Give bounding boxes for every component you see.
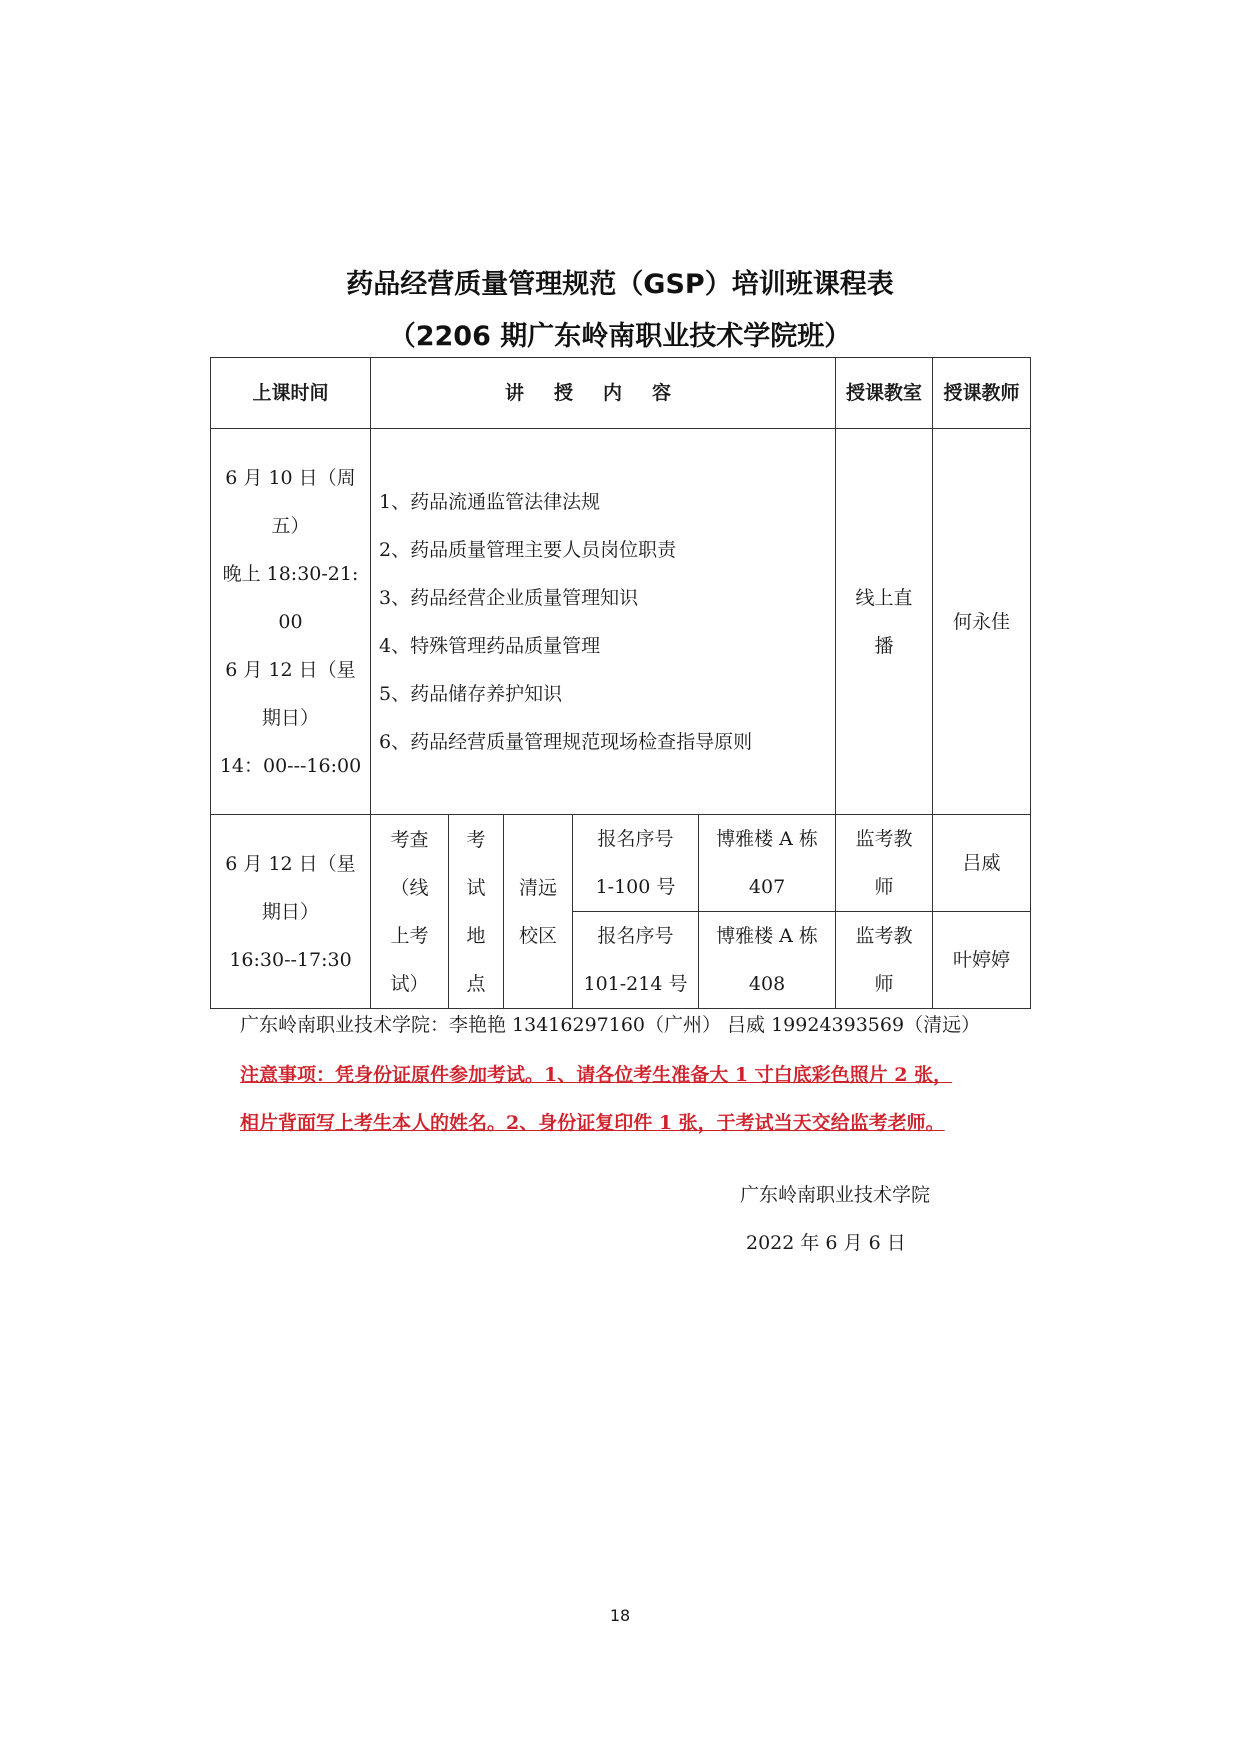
content-item: 4、特殊管理药品质量管理 (379, 634, 601, 657)
exam-type-line: （线 (390, 876, 429, 899)
exam-role-cell (836, 912, 933, 1009)
header-teacher: 授课教师 (933, 358, 1031, 429)
table-row-session (211, 429, 1031, 815)
session-content-cell (371, 429, 836, 815)
table-header-row (211, 358, 1031, 429)
session-time-line: 14：00---16:00 (219, 754, 362, 777)
exam-building-cell (699, 815, 836, 912)
notice-line: 相片背面写上考生本人的姓名。2、身份证复印件 1 张，于考试当天交给监考老师。 (240, 1112, 945, 1134)
exam-building-line: 博雅楼 A 栋 (716, 925, 818, 947)
exam-type-line: 试） (390, 972, 429, 995)
exam-building-line: 408 (748, 973, 786, 995)
document-subtitle: （2206 期广东岭南职业技术学院班） (388, 321, 852, 352)
header-room: 授课教室 (836, 358, 933, 429)
document-title: 药品经营质量管理规范（GSP）培训班课程表 (346, 269, 894, 300)
header-content: 讲授内容 (371, 358, 836, 429)
session-time-line: 6 月 12 日（星 (225, 658, 356, 681)
session-time-line: 五） (271, 514, 310, 537)
exam-campus-line: 校区 (518, 924, 557, 947)
content-item: 5、药品储存养护知识 (379, 682, 563, 705)
exam-range-line: 报名序号 (597, 828, 674, 850)
content-item: 6、药品经营质量管理规范现场检查指导原则 (379, 730, 753, 753)
session-room-cell (836, 429, 933, 815)
exam-teacher-cell: 吕威 (933, 815, 1031, 912)
exam-building-cell (699, 912, 836, 1009)
session-time-cell (211, 429, 371, 815)
exam-location-label-line: 点 (466, 972, 486, 995)
course-schedule-table (210, 357, 1031, 1009)
content-item: 1、药品流通监管法律法规 (379, 490, 601, 513)
page-number: 18 (609, 1606, 631, 1625)
exam-range-line: 101-214 号 (583, 973, 688, 995)
exam-type-line: 考查 (390, 828, 429, 851)
session-time-line: 00 (278, 610, 303, 633)
signature-date: 2022 年 6 月 6 日 (746, 1232, 906, 1254)
exam-role-line: 师 (874, 973, 894, 995)
exam-building-line: 博雅楼 A 栋 (716, 828, 818, 850)
session-time-line: 6 月 10 日（周 (225, 466, 356, 489)
exam-location-label-cell (449, 815, 504, 1009)
exam-type-line: 上考 (390, 924, 429, 947)
session-teacher-cell: 何永佳 (933, 429, 1031, 815)
exam-time-cell (211, 815, 371, 1009)
session-time-line: 晚上 18:30-21: (222, 562, 359, 585)
signature-organization: 广东岭南职业技术学院 (740, 1184, 931, 1206)
exam-time-line: 6 月 12 日（星 (225, 852, 356, 875)
exam-role-line: 师 (874, 876, 894, 898)
exam-range-line: 报名序号 (597, 925, 674, 947)
exam-location-label-line: 试 (466, 876, 486, 899)
exam-location-label-line: 考 (466, 828, 486, 851)
exam-building-line: 407 (748, 876, 786, 898)
session-time-line: 期日） (261, 706, 319, 729)
exam-campus-line: 清远 (518, 876, 557, 899)
contact-line: 广东岭南职业技术学院：李艳艳 13416297160（广州） 吕威 19924393569（清远） (240, 1014, 981, 1036)
table-row-exam-1 (211, 815, 1031, 912)
exam-campus-cell (504, 815, 573, 1009)
exam-role-line: 监考教 (855, 925, 913, 947)
exam-range-line: 1-100 号 (595, 876, 676, 898)
exam-range-cell (573, 815, 699, 912)
notice-line: 注意事项：凭身份证原件参加考试。1、请各位考生准备大 1 寸白底彩色照片 2 张， (240, 1064, 953, 1086)
exam-teacher-cell: 叶婷婷 (933, 912, 1031, 1009)
session-room-line: 播 (874, 634, 894, 657)
exam-type-cell (371, 815, 449, 1009)
exam-location-label-line: 地 (466, 924, 486, 947)
exam-time-line: 16:30--17:30 (229, 948, 352, 971)
exam-role-cell (836, 815, 933, 912)
exam-time-line: 期日） (261, 900, 319, 923)
exam-role-line: 监考教 (855, 828, 913, 850)
header-time: 上课时间 (211, 358, 371, 429)
content-item: 2、药品质量管理主要人员岗位职责 (379, 538, 677, 561)
session-room-line: 线上直 (855, 586, 913, 609)
content-item: 3、药品经营企业质量管理知识 (379, 586, 639, 609)
exam-range-cell (573, 912, 699, 1009)
